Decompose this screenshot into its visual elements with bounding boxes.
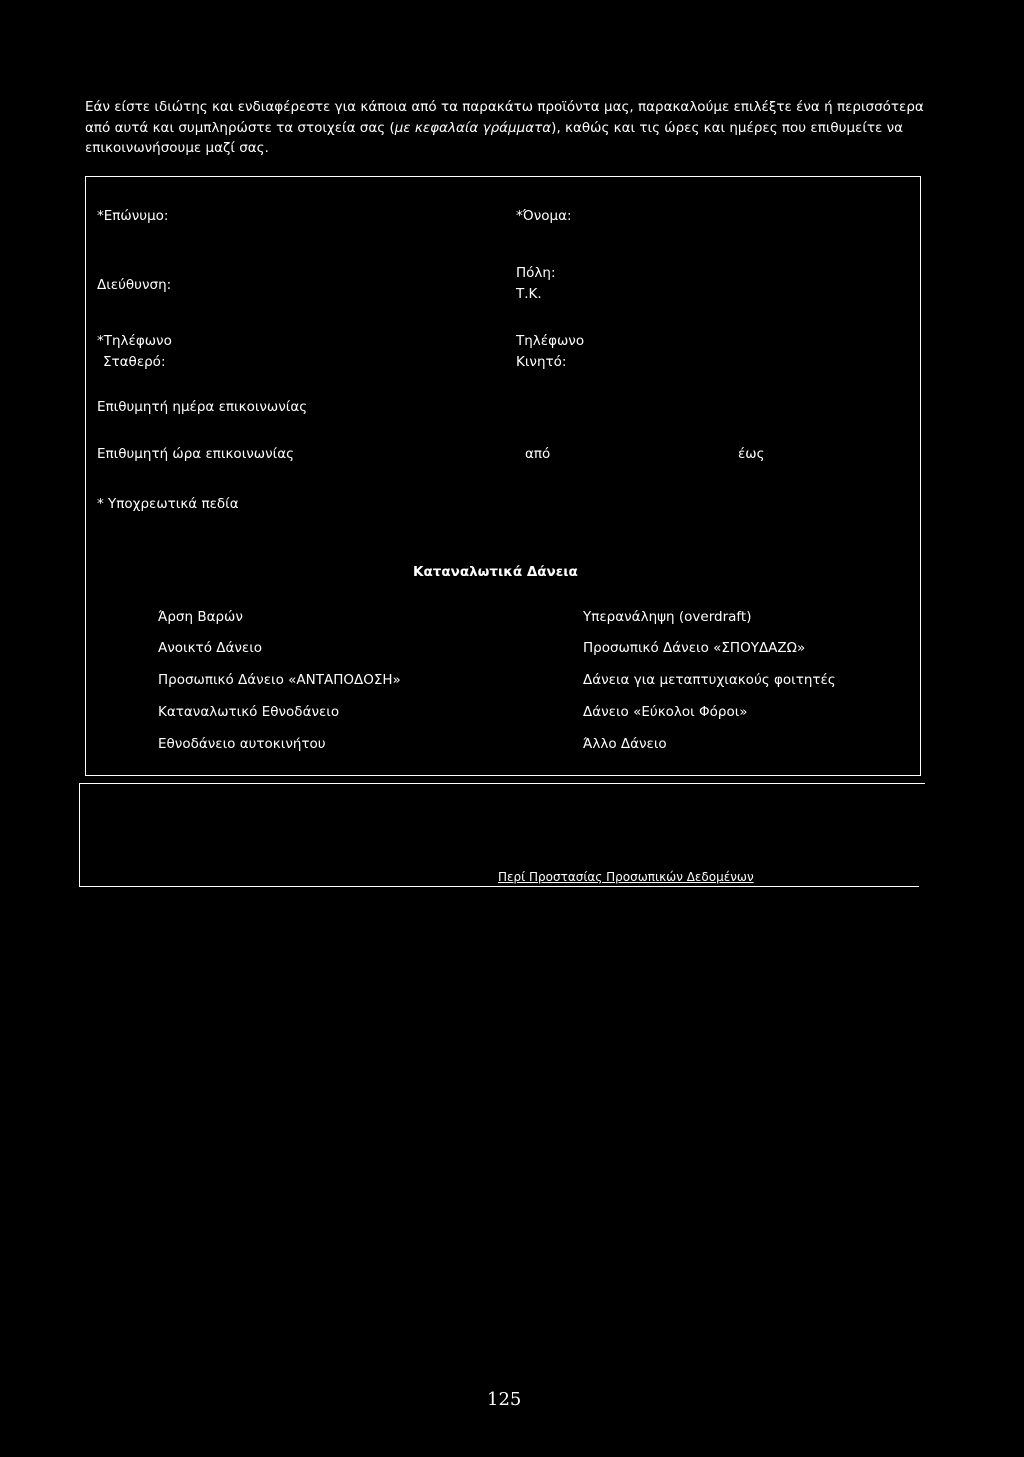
- city-label: Πόλη:: [516, 265, 556, 281]
- loan-option-easy-taxes: Δάνειο «Εύκολοι Φόροι»: [583, 704, 748, 720]
- landline-label-line2: Σταθερό:: [103, 354, 166, 370]
- loan-option-antapodosi: Προσωπικό Δάνειο «ΑΝΤΑΠΟΔΟΣΗ»: [158, 672, 401, 688]
- name-label: *Όνομα:: [516, 208, 572, 224]
- time-to-label: έως: [738, 446, 765, 462]
- postcode-label: Τ.Κ.: [516, 286, 542, 302]
- intro-paragraph: [85, 97, 935, 159]
- intro-text-italic: με κεφαλαία γράμματα: [394, 119, 552, 136]
- contact-day-label: Επιθυμητή ημέρα επικοινωνίας: [97, 399, 308, 415]
- loan-option-postgraduate: Δάνεια για μεταπτυχιακούς φοιτητές: [583, 672, 836, 688]
- mobile-label-line2: Κινητό:: [516, 354, 567, 370]
- lower-box-bottom-border: [79, 886, 919, 887]
- loan-option-arsi-baron: Άρση Βαρών: [158, 609, 243, 625]
- surname-label: *Επώνυμο:: [97, 208, 169, 224]
- loan-option-open-loan: Ανοικτό Δάνειο: [158, 640, 263, 656]
- privacy-policy-link[interactable]: Περί Προστασίας Προσωπικών Δεδομένων: [498, 870, 754, 884]
- time-from-label: από: [525, 446, 551, 462]
- page-number: 125: [487, 1389, 522, 1410]
- lower-box-left-border: [79, 783, 80, 886]
- required-fields-note: * Υποχρεωτικά πεδία: [97, 496, 239, 512]
- loan-option-overdraft: Υπερανάληψη (overdraft): [583, 609, 752, 625]
- intro-text-2: ), καθώς και τις ώρες και ημέρες που επιθυμείτε να επικοινωνήσουμε μαζί σας.: [85, 119, 904, 156]
- contact-time-label: Επιθυμητή ώρα επικοινωνίας: [97, 446, 295, 462]
- loan-option-car-loan: Εθνοδάνειο αυτοκινήτου: [158, 736, 326, 752]
- lower-box-top-border: [79, 783, 925, 784]
- consumer-loans-title: Καταναλωτικά Δάνεια: [413, 564, 578, 580]
- loan-option-other: Άλλο Δάνειο: [583, 736, 667, 752]
- landline-label-line1: *Τηλέφωνο: [97, 333, 172, 349]
- loan-option-consumer-ethnodaneio: Καταναλωτικό Εθνοδάνειο: [158, 704, 340, 720]
- loan-option-spoudazo: Προσωπικό Δάνειο «ΣΠΟΥΔΑΖΩ»: [583, 640, 806, 656]
- address-label: Διεύθυνση:: [97, 277, 172, 293]
- intro-text-1: Εάν είστε ιδιώτης και ενδιαφέρεστε για κάποια από τα παρακάτω προϊόντα μας, παρακαλούμε επιλέξτε ένα ή περισσότερα από αυτά και συμπληρώστε τα στοιχεία σας (: [85, 99, 924, 136]
- mobile-label-line1: Τηλέφωνο: [516, 333, 585, 349]
